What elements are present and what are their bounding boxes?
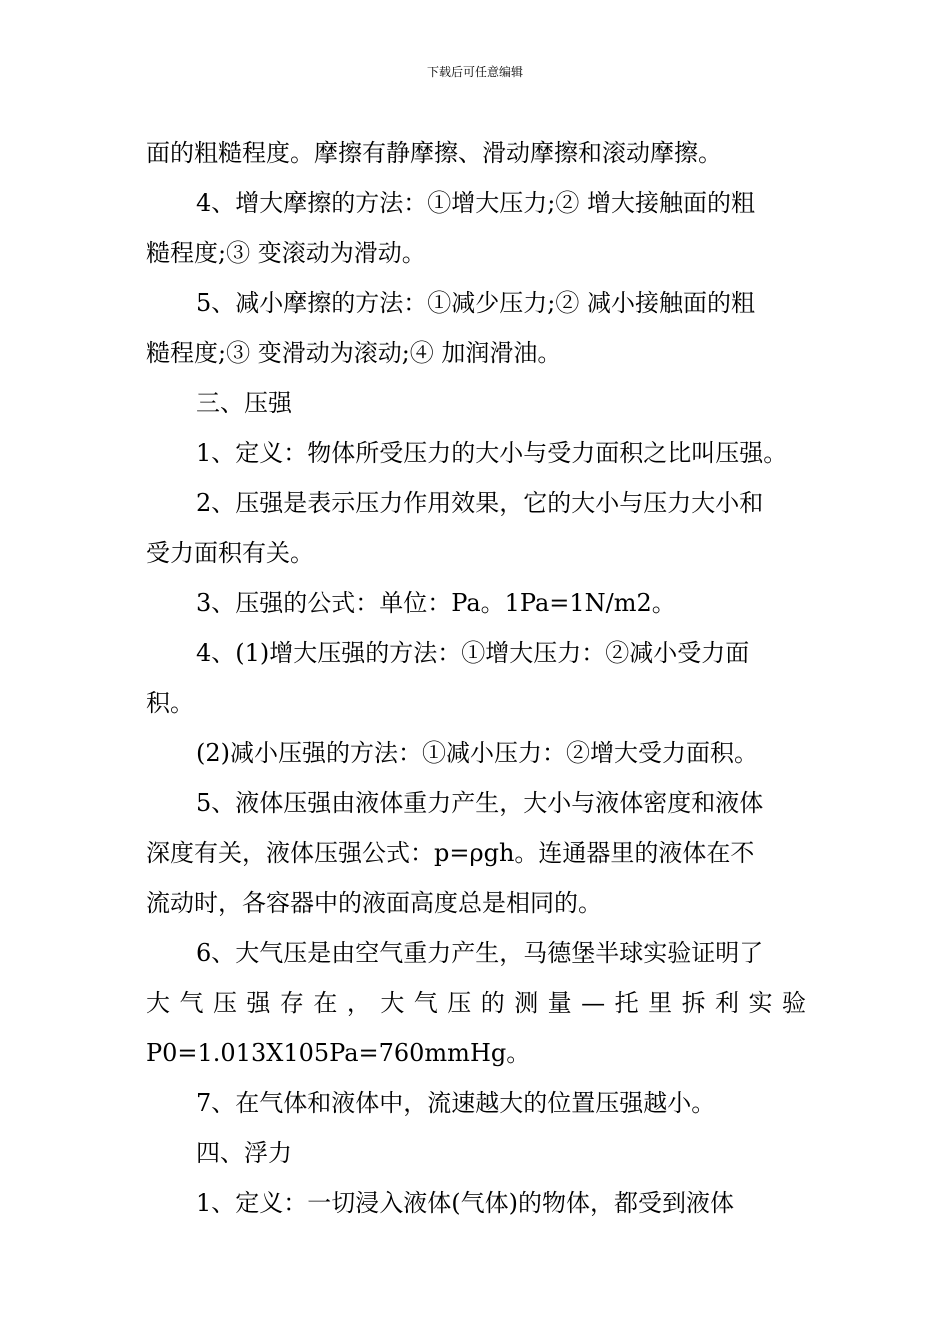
text-line: 2、压强是表示压力作用效果，它的大小与压力大小和 [196, 489, 764, 517]
section-heading: 四、浮力 [196, 1139, 292, 1167]
text-line: 流动时，各容器中的液面高度总是相同的。 [146, 889, 602, 917]
text-line: 4、(1)增大压强的方法：①增大压力：②减小受力面 [196, 639, 750, 667]
text-line: 7、在气体和液体中，流速越大的位置压强越小。 [196, 1089, 716, 1117]
text-line: 深度有关，液体压强公式：p=ρgh。连通器里的液体在不 [146, 839, 755, 867]
text-line: 5、液体压强由液体重力产生，大小与液体密度和液体 [196, 789, 764, 817]
text-line: 1、定义：一切浸入液体(气体)的物体，都受到液体 [196, 1189, 734, 1217]
text-line: 受力面积有关。 [146, 539, 314, 567]
section-heading: 三、压强 [196, 389, 292, 417]
text-line: 大气压强存在，大气压的测量—托里拆利实验 [146, 989, 806, 1017]
text-line: 面的粗糙程度。摩擦有静摩擦、滑动摩擦和滚动摩擦。 [146, 139, 722, 167]
text-line: 6、大气压是由空气重力产生，马德堡半球实验证明了 [196, 939, 764, 967]
text-line: 5、减小摩擦的方法：①减少压力;② 减小接触面的粗 [196, 289, 755, 317]
text-line: 积。 [146, 689, 194, 717]
text-line: 1、定义：物体所受压力的大小与受力面积之比叫压强。 [196, 439, 788, 467]
text-line: 3、压强的公式：单位：Pa。1Pa=1N/m2。 [196, 589, 676, 617]
body-text [146, 128, 806, 1228]
page-header: 下载后可任意编辑 [426, 65, 523, 79]
text-line: P0=1.013X105Pa=760mmHg。 [146, 1039, 531, 1067]
text-line: 4、增大摩擦的方法：①增大压力;② 增大接触面的粗 [196, 189, 755, 217]
text-line: (2)减小压强的方法：①减小压力：②增大受力面积。 [196, 739, 758, 767]
text-line: 糙程度;③ 变滑动为滚动;④ 加润滑油。 [146, 339, 562, 367]
text-line: 糙程度;③ 变滚动为滑动。 [146, 239, 426, 267]
